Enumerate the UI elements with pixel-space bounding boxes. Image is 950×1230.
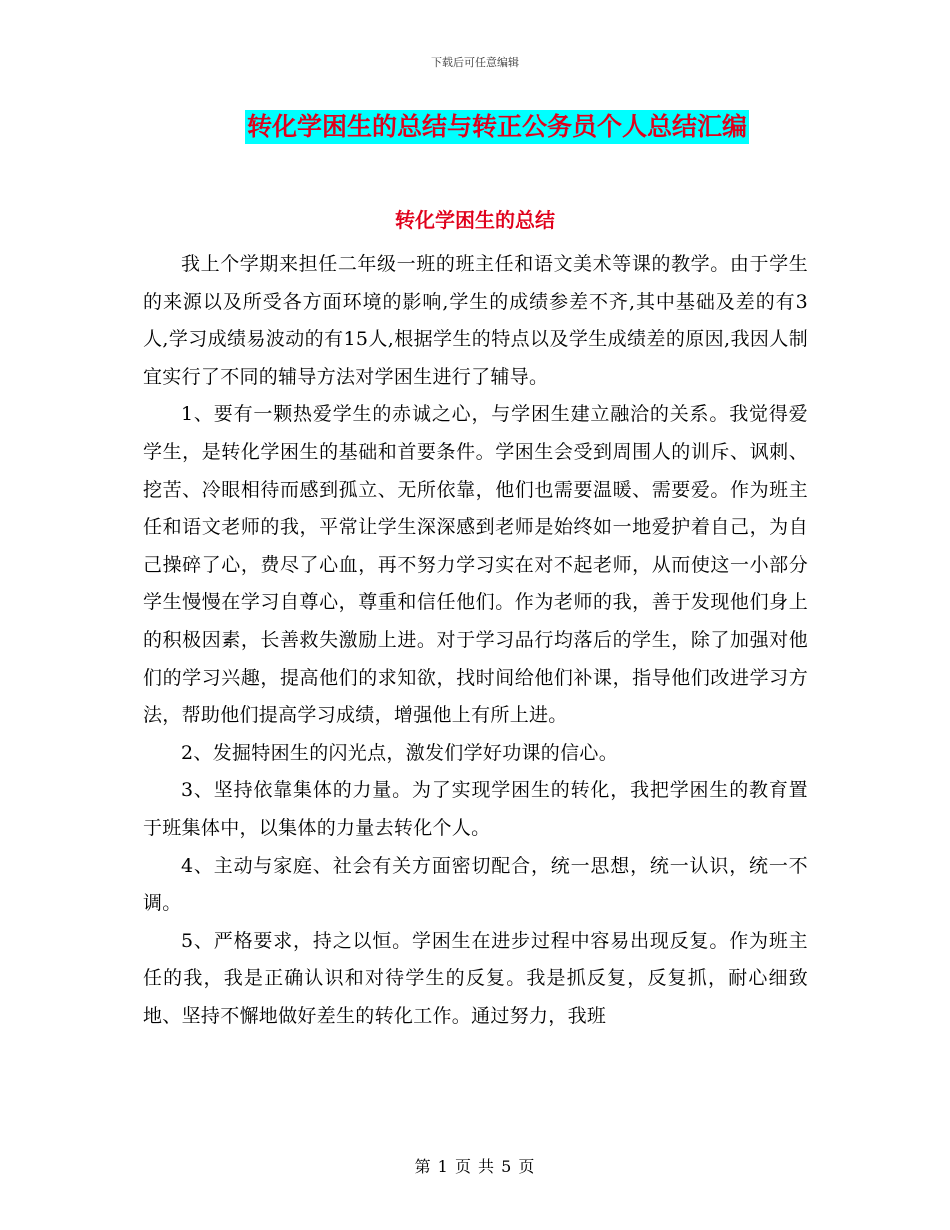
- document-title-wrap: [0, 110, 950, 144]
- paragraph: 4、主动与家庭、社会有关方面密切配合，统一思想，统一认识，统一不调。: [143, 854, 808, 915]
- page-footer-number: 第 1 页 共 5 页: [414, 1157, 536, 1176]
- page-header-note: 下载后可任意编辑: [431, 56, 519, 69]
- paragraph: 2、发掘特困生的闪光点，激发们学好功课的信心。: [181, 741, 618, 764]
- paragraph: 1、要有一颗热爱学生的赤诚之心，与学困生建立融洽的关系。我觉得爱学生，是转化学困生的基础和首要条件。学困生会受到周围人的训斥、讽刺、挖苦、冷眼相待而感到孤立、无所依靠，他们也需要温暖、需要爱。作为班主任和语文老师的我，平常让学生深深感到老师是始终如一地爱护着自己，为自己操碎了心，费尽了心血，再不努力学习实在对不起老师，从而使这一小部分学生慢慢在学习自尊心，尊重和信任他们。作为老师的我，善于发现他们身上的积极因素，长善救失激励上进。对于学习品行均落后的学生，除了加强对他们的学习兴趣，提高他们的求知欲，找时间给他们补课，指导他们改进学习方法，帮助他们提高学习成绩，增强他上有所上进。: [143, 403, 808, 727]
- paragraph: 5、严格要求，持之以恒。学困生在进步过程中容易出现反复。作为班主任的我，我是正确认识和对待学生的反复。我是抓反复，反复抓，耐心细致地、坚持不懈地做好差生的转化工作。通过努力，我班: [143, 929, 808, 1027]
- section-title: 转化学困生的总结: [395, 208, 555, 232]
- document-title: 转化学困生的总结与转正公务员个人总结汇编: [245, 110, 749, 144]
- document-body: [143, 246, 808, 1035]
- paragraph: 我上个学期来担任二年级一班的班主任和语文美术等课的教学。由于学生的来源以及所受各方面环境的影响,学生的成绩参差不齐,其中基础及差的有3人,学习成绩易波动的有15人,根据学生的特点以及学生成绩差的原因,我因人制宜实行了不同的辅导方法对学困生进行了辅导。: [143, 253, 808, 388]
- paragraph: 3、坚持依靠集体的力量。为了实现学困生的转化，我把学困生的教育置于班集体中，以集体的力量去转化个人。: [143, 779, 808, 839]
